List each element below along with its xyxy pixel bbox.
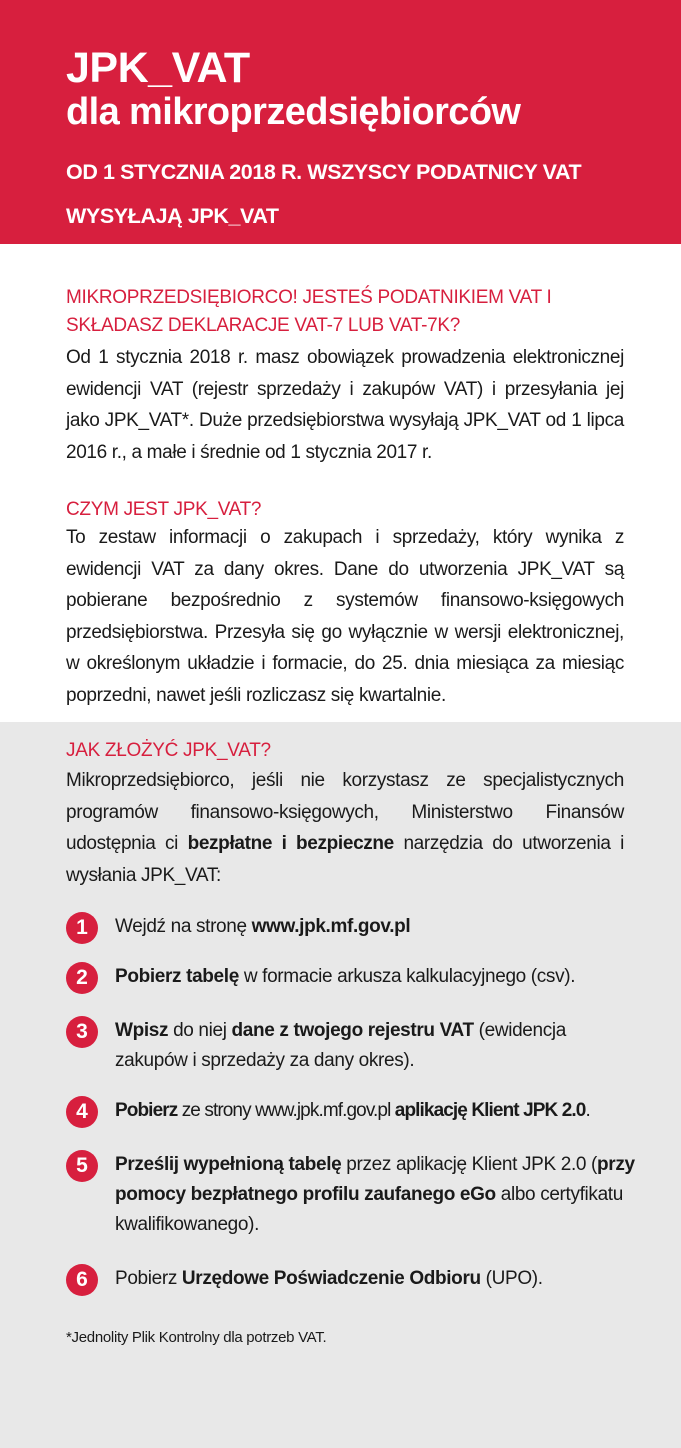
step-number-badge: 2 — [66, 962, 98, 994]
step-text-part: do niej — [168, 1020, 232, 1041]
step-bold-part: Wpisz — [115, 1020, 169, 1041]
intro-text-end: narzędzia do utworzenia i wysłania JPK_VAT: — [66, 833, 624, 886]
step-bold-part: Urzędowe Poświadczenie Odbioru — [181, 1268, 481, 1289]
step-text-part: Wejdź na stronę — [115, 916, 252, 937]
step-text — [115, 912, 635, 942]
section2-heading: CZYM JEST JPK_VAT? — [66, 499, 262, 520]
step-text — [115, 1150, 635, 1240]
section1-heading: MIKROPRZEDSIĘBIORCO! JESTEŚ PODATNIKIEM VAT I SKŁADASZ DEKLARACJE VAT-7 LUB VAT-7K? — [66, 287, 552, 336]
step-text — [115, 1016, 635, 1076]
section2-body: To zestaw informacji o zakupach i sprzedaży, który wynika z ewidencji VAT za dany okres. Dane do utworzenia JPK_VAT są pobierane bezpośrednio z systemów finansowo-księgowych przedsiębiorstwa. Przesyła się go wyłącznie w wersji elektronicznej, w określonym układzie i formacie, do 25. dnia miesiąca za miesiąc poprzedni, nawet jeśli rozliczasz się kwartalnie. — [66, 527, 624, 706]
step-text-part: . — [585, 1100, 590, 1121]
step-text-part: przez aplikację Klient JPK 2.0 ( — [341, 1154, 598, 1175]
header-banner — [0, 0, 681, 244]
step-text — [115, 962, 635, 992]
step-bold-part: Pobierz tabelę — [115, 966, 239, 987]
step-number-badge: 4 — [66, 1096, 98, 1128]
step-text-part: Pobierz — [115, 1268, 182, 1289]
step-link-text: www.jpk.mf.gov.pl — [251, 916, 411, 937]
step-bold-part: aplikację Klient JPK 2.0 — [394, 1100, 586, 1121]
step-bold-part: przy pomocy bezpłatnego profilu zaufanego eGo — [115, 1154, 635, 1205]
footnote: *Jednolity Plik Kontrolny dla potrzeb VAT. — [66, 1329, 327, 1346]
step-text — [115, 1264, 635, 1294]
step-text-part: (UPO). — [480, 1268, 543, 1289]
step-number-badge: 6 — [66, 1264, 98, 1296]
step-number-badge: 5 — [66, 1150, 98, 1182]
title: JPK_VAT — [66, 44, 250, 92]
step-text-part: w formacie arkusza kalkulacyjnego (csv). — [238, 966, 576, 987]
step-number-badge: 3 — [66, 1016, 98, 1048]
step-text-part: (ewidencja zakupów i sprzedaży za dany okres). — [115, 1020, 566, 1071]
step-number-badge: 1 — [66, 912, 98, 944]
intro-text: Mikroprzedsiębiorco, jeśli nie korzystasz ze specjalistycznych programów finansowo-księgowych, Ministerstwo Finansów udostępnia ci — [66, 770, 624, 854]
step-text-part: ze strony www.jpk.mf.gov.pl — [177, 1100, 395, 1121]
step-bold-part: dane z twojego rejestru VAT — [231, 1020, 474, 1041]
intro-bold: bezpłatne i bezpieczne — [187, 833, 394, 854]
step-bold-part: Prześlij wypełnioną tabelę — [115, 1154, 342, 1175]
section1-body: Od 1 stycznia 2018 r. masz obowiązek prowadzenia elektronicznej ewidencji VAT (rejestr sprzedaży i zakupów VAT) i przesyłania jej jako JPK_VAT*. Duże przedsiębiorstwa wysyłają JPK_VAT od 1 lipca 2016 r., a małe i średnie od 1 stycznia 2017 r. — [66, 347, 624, 463]
section3-intro — [66, 765, 624, 891]
step-text-part: albo certyfikatu kwalifikowanego). — [115, 1184, 623, 1235]
title-subline: dla mikroprzedsiębiorców — [66, 91, 521, 133]
section3-heading: JAK ZŁOŻYĆ JPK_VAT? — [66, 740, 271, 761]
step-text — [115, 1096, 635, 1126]
subtitle: OD 1 STYCZNIA 2018 R. WSZYSCY PODATNICY VAT WYSYŁAJĄ JPK_VAT — [66, 160, 582, 228]
step-bold-part: Pobierz — [115, 1100, 178, 1121]
